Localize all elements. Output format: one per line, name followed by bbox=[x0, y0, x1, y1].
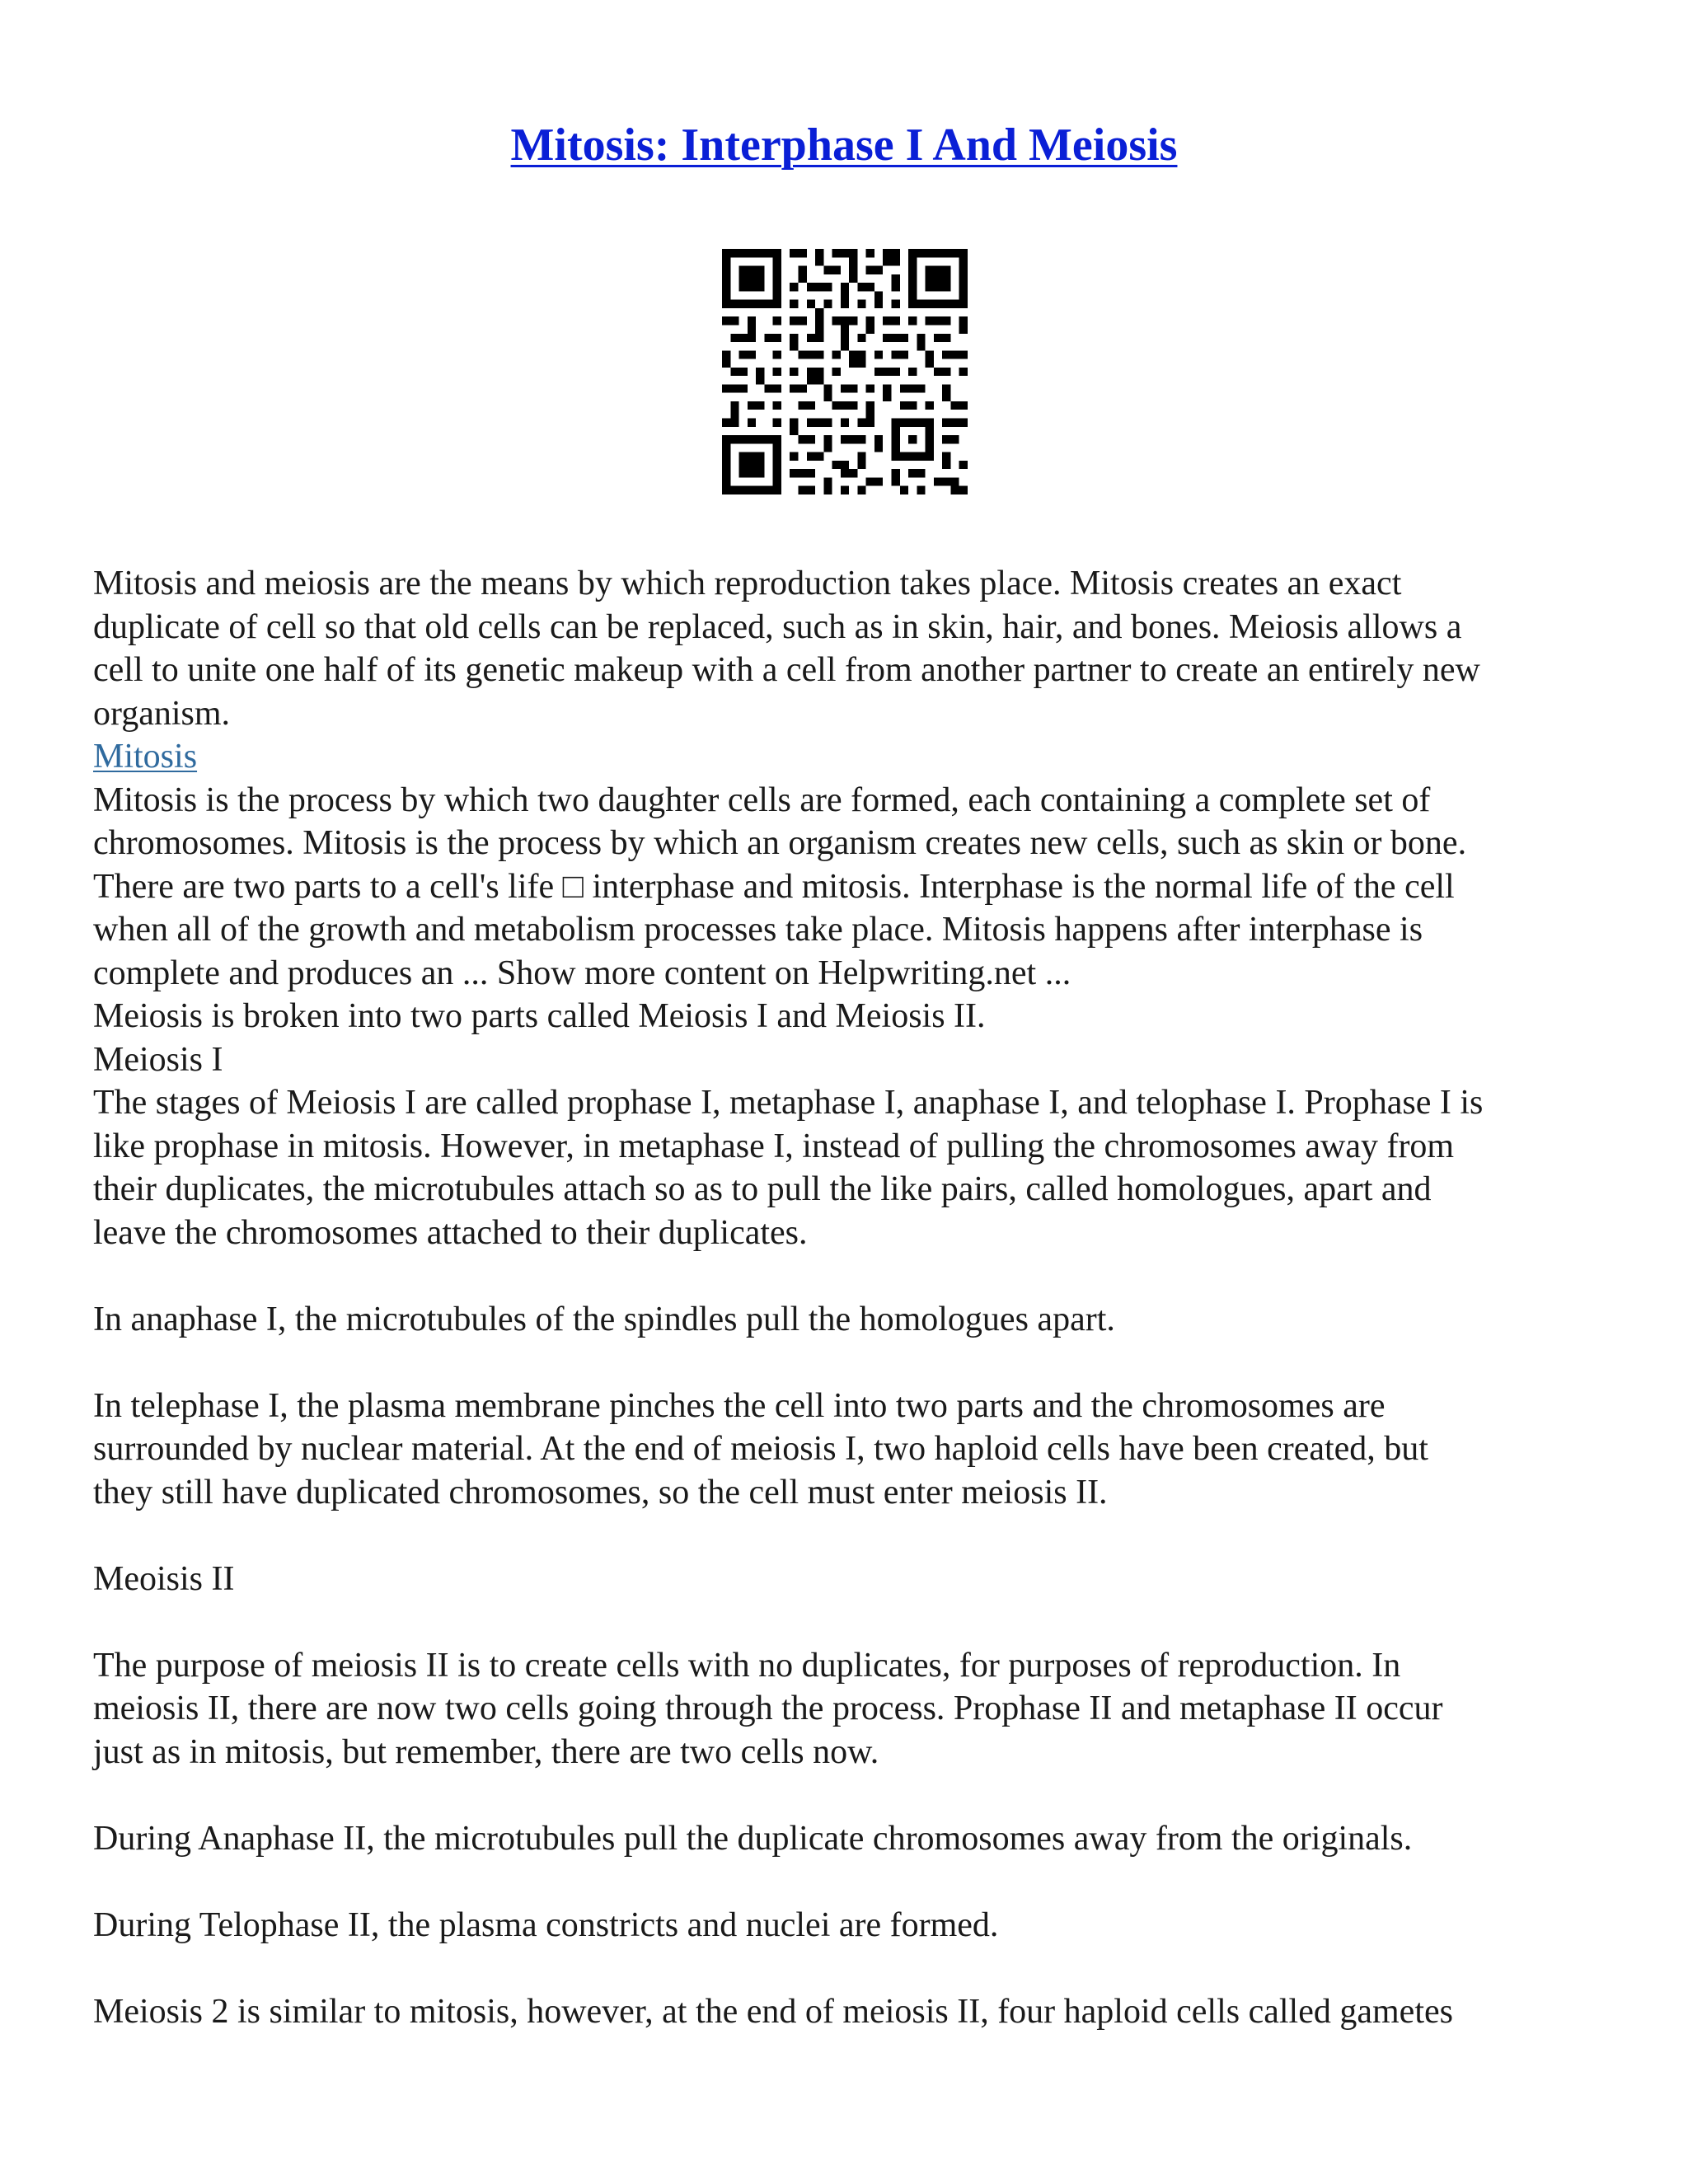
paragraph-gap bbox=[93, 1774, 1601, 1817]
text-line: organism. bbox=[93, 694, 231, 733]
paragraph-gap bbox=[93, 1860, 1601, 1904]
text-line: The purpose of meiosis II is to create cells with no duplicates, for purposes of reproduction. In bbox=[93, 1646, 1401, 1685]
page-title bbox=[0, 117, 1688, 173]
text-line: There are two parts to a cell's life □ interphase and mitosis. Interphase is the normal life of the cell bbox=[93, 867, 1455, 906]
text-line: surrounded by nuclear material. At the end of meiosis I, two haploid cells have been created, but bbox=[93, 1430, 1428, 1468]
text-line: The stages of Meiosis I are called prophase I, metaphase I, anaphase I, and telophase I. Prophase I is bbox=[93, 1084, 1484, 1122]
text-line: when all of the growth and metabolism processes take place. Mitosis happens after interphase is bbox=[93, 911, 1423, 949]
text-line: In telephase I, the plasma membrane pinches the cell into two parts and the chromosomes are bbox=[93, 1386, 1386, 1425]
qr-code-graphic bbox=[722, 249, 968, 494]
qr-code-image bbox=[722, 249, 968, 494]
text-line: their duplicates, the microtubules attach so as to pull the like pairs, called homologues, apart and bbox=[93, 1170, 1432, 1208]
text-line: cell to unite one half of its genetic makeup with a cell from another partner to create an entirely new bbox=[93, 651, 1480, 689]
text-line: Meiosis 2 is similar to mitosis, however, at the end of meiosis II, four haploid cells called gametes bbox=[93, 1992, 1453, 2031]
text-line: chromosomes. Mitosis is the process by which an organism creates new cells, such as skin or bone. bbox=[93, 824, 1467, 862]
paragraph-gap bbox=[93, 1601, 1601, 1644]
text-line: leave the chromosomes attached to their duplicates. bbox=[93, 1213, 808, 1252]
paragraph-gap bbox=[93, 1514, 1601, 1558]
text-line: Meiosis is broken into two parts called Meiosis I and Meiosis II. bbox=[93, 997, 986, 1035]
section-link-mitosis[interactable]: Mitosis bbox=[93, 738, 198, 776]
text-line: Meiosis I bbox=[93, 1040, 223, 1079]
title-link[interactable]: Mitosis: Interphase I And Meiosis bbox=[510, 120, 1178, 171]
text-line: In anaphase I, the microtubules of the spindles pull the homologues apart. bbox=[93, 1300, 1115, 1338]
text-line: During Anaphase II, the microtubules pull the duplicate chromosomes away from the originals. bbox=[93, 1819, 1413, 1858]
text-line: Meoisis II bbox=[93, 1559, 235, 1598]
text-line: During Telophase II, the plasma constricts and nuclei are formed. bbox=[93, 1905, 999, 1944]
text-line: Mitosis and meiosis are the means by which reproduction takes place. Mitosis creates an exact bbox=[93, 565, 1402, 602]
article-body bbox=[93, 562, 1601, 2033]
text-line: just as in mitosis, but remember, there are two cells now. bbox=[93, 1732, 879, 1771]
text-line: meiosis II, there are now two cells going through the process. Prophase II and metaphase II occur bbox=[93, 1690, 1443, 1727]
text-line: complete and produces an ... Show more content on Helpwriting.net ... bbox=[93, 954, 1071, 992]
paragraph-gap bbox=[93, 1947, 1601, 1990]
text-line: duplicate of cell so that old cells can be replaced, such as in skin, hair, and bones. Meiosis allows a bbox=[93, 607, 1462, 646]
text-line: like prophase in mitosis. However, in metaphase I, instead of pulling the chromosomes away from bbox=[93, 1127, 1455, 1165]
paragraph-gap bbox=[93, 1341, 1601, 1385]
paragraph-gap bbox=[93, 1254, 1601, 1298]
text-line: Mitosis is the process by which two daughter cells are formed, each containing a complete set of bbox=[93, 780, 1431, 819]
text-line: they still have duplicated chromosomes, so the cell must enter meiosis II. bbox=[93, 1473, 1108, 1511]
